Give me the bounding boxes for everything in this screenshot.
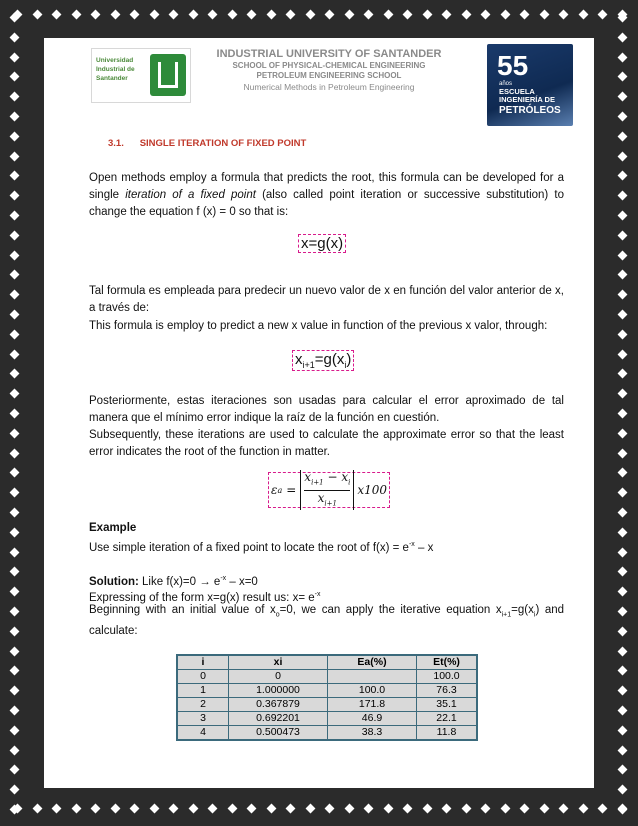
border-diamond-icon — [10, 587, 20, 597]
beginning-line — [89, 602, 564, 640]
border-diamond-icon — [403, 10, 413, 20]
border-diamond-icon — [578, 10, 588, 20]
begin-sub3: i — [533, 611, 536, 619]
border-diamond-icon — [10, 765, 20, 775]
table-cell: 100.0 — [328, 684, 417, 698]
intro-text-b: (also called point iteration or successive substitution) to change the equation f (x) = 0 so that is: — [89, 189, 564, 218]
border-diamond-icon — [52, 10, 62, 20]
uis-logo-line-1: Universidad — [96, 57, 134, 64]
border-diamond-icon — [618, 151, 628, 161]
border-diamond-icon — [169, 10, 179, 20]
table-header-cell: Et(%) — [417, 655, 478, 670]
eq3-equals: = — [286, 483, 297, 497]
border-diamond-icon — [10, 488, 20, 498]
border-diamond-icon — [10, 131, 20, 141]
border-diamond-icon — [71, 804, 81, 814]
border-diamond-icon — [618, 329, 628, 339]
border-diamond-icon — [618, 706, 628, 716]
table-row — [177, 712, 477, 726]
border-diamond-icon — [10, 32, 20, 42]
university-name: INDUSTRIAL UNIVERSITY OF SANTANDER — [216, 48, 442, 60]
border-diamond-icon — [10, 171, 20, 181]
table-cell: 2 — [177, 698, 229, 712]
equation-iteration — [292, 350, 354, 371]
eq2-x: x — [295, 351, 303, 368]
spanish-paragraph-2: Posteriormente, estas iteraciones son usadas para calcular el error aproximado de tal manera que el mínimo error indique la raíz de la función en cuestión. — [89, 395, 564, 424]
table-cell: 76.3 — [417, 684, 478, 698]
border-diamond-icon — [208, 10, 218, 20]
border-diamond-icon — [91, 10, 101, 20]
border-diamond-icon — [10, 151, 20, 161]
border-diamond-icon — [618, 508, 628, 518]
table-cell: 35.1 — [417, 698, 478, 712]
border-diamond-icon — [618, 250, 628, 260]
begin-a: Beginning with an initial value of x — [89, 604, 276, 616]
border-diamond-icon — [10, 805, 20, 815]
equation-approx-error — [268, 472, 390, 508]
uis-logo-text — [96, 56, 135, 83]
solution-a: Like f(x)=0 → e — [138, 575, 221, 588]
begin-c: =g(x — [511, 604, 534, 616]
border-diamond-icon — [618, 290, 628, 300]
table-cell: 22.1 — [417, 712, 478, 726]
border-diamond-icon — [10, 725, 20, 735]
border-diamond-icon — [618, 72, 628, 82]
border-diamond-icon — [618, 211, 628, 221]
border-diamond-icon — [10, 72, 20, 82]
border-diamond-icon — [618, 785, 628, 795]
border-diamond-icon — [618, 112, 628, 122]
border-diamond-icon — [481, 804, 491, 814]
border-diamond-icon — [618, 349, 628, 359]
table-cell: 46.9 — [328, 712, 417, 726]
table-cell: 38.3 — [328, 726, 417, 741]
border-diamond-icon — [10, 92, 20, 102]
border-diamond-icon — [598, 804, 608, 814]
top-diamond-border — [0, 6, 638, 24]
anniv-petroleos: PETRÓLEOS — [499, 105, 561, 116]
border-diamond-icon — [10, 686, 20, 696]
begin-sub2: i+1 — [501, 611, 512, 619]
english-paragraph-1: This formula is employ to predict a new x value in function of the previous x valor, through: — [89, 320, 548, 332]
border-diamond-icon — [618, 587, 628, 597]
begin-b: =0, we can apply the iterative equation x — [279, 604, 502, 616]
border-diamond-icon — [10, 290, 20, 300]
eq2-sub: i+1 — [302, 360, 315, 370]
border-diamond-icon — [10, 52, 20, 62]
border-diamond-icon — [383, 804, 393, 814]
header-text — [199, 48, 459, 93]
eq3-denominator — [304, 491, 350, 510]
solution-sup: -x — [220, 575, 227, 582]
border-diamond-icon — [10, 646, 20, 656]
begin-sub: o — [275, 611, 280, 619]
border-diamond-icon — [32, 10, 42, 20]
table-cell: 171.8 — [328, 698, 417, 712]
anniversary-logo — [487, 44, 573, 126]
border-diamond-icon — [578, 804, 588, 814]
border-diamond-icon — [10, 626, 20, 636]
table-header-cell: xi — [229, 655, 328, 670]
table-cell: 3 — [177, 712, 229, 726]
example-statement-a: Use simple iteration of a fixed point to locate the root of f(x) = e — [89, 541, 409, 554]
border-diamond-icon — [10, 468, 20, 478]
uis-emblem-icon — [150, 54, 186, 96]
border-diamond-icon — [305, 10, 315, 20]
border-diamond-icon — [618, 32, 628, 42]
border-diamond-icon — [618, 547, 628, 557]
border-diamond-icon — [618, 428, 628, 438]
table-cell: 4 — [177, 726, 229, 741]
border-diamond-icon — [10, 211, 20, 221]
table-cell: 0 — [229, 670, 328, 684]
anniv-anos: años — [499, 81, 513, 87]
table-cell: 0 — [177, 670, 229, 684]
border-diamond-icon — [618, 646, 628, 656]
border-diamond-icon — [618, 52, 628, 62]
eq3-numerator — [304, 470, 350, 490]
table-header-cell: Ea(%) — [328, 655, 417, 670]
border-diamond-icon — [618, 567, 628, 577]
border-diamond-icon — [71, 10, 81, 20]
border-diamond-icon — [442, 10, 452, 20]
solution-b: – x=0 — [226, 575, 258, 588]
border-diamond-icon — [422, 804, 432, 814]
border-diamond-icon — [618, 488, 628, 498]
border-diamond-icon — [149, 10, 159, 20]
table-header-row — [177, 655, 477, 670]
right-diamond-border — [614, 0, 632, 826]
border-diamond-icon — [188, 10, 198, 20]
eq2-sub2: i — [344, 360, 347, 370]
border-diamond-icon — [618, 409, 628, 419]
border-diamond-icon — [500, 10, 510, 20]
border-diamond-icon — [618, 230, 628, 240]
border-diamond-icon — [169, 804, 179, 814]
anniv-ingenieria-line: INGENIERÍA DE — [499, 95, 555, 104]
border-diamond-icon — [110, 804, 120, 814]
border-diamond-icon — [10, 448, 20, 458]
results-table — [176, 654, 478, 741]
solution-label: Solution: — [89, 575, 139, 588]
border-diamond-icon — [10, 250, 20, 260]
border-diamond-icon — [247, 804, 257, 814]
eq3-den-sub: i+1 — [324, 498, 337, 507]
border-diamond-icon — [618, 13, 628, 23]
border-diamond-icon — [130, 804, 140, 814]
table-header-cell: i — [177, 655, 229, 670]
table-row — [177, 726, 477, 741]
border-diamond-icon — [559, 10, 569, 20]
table-row — [177, 670, 477, 684]
uis-logo-line-2: Industrial de — [96, 66, 135, 73]
border-diamond-icon — [208, 804, 218, 814]
table-cell: 1 — [177, 684, 229, 698]
intro-text-a: Open methods employ a formula that predicts the root, this formula can be developed for a single — [89, 172, 564, 201]
eq3-den-x: x — [317, 490, 325, 505]
border-diamond-icon — [91, 804, 101, 814]
border-diamond-icon — [618, 270, 628, 280]
table-cell: 0.367879 — [229, 698, 328, 712]
left-diamond-border — [6, 0, 24, 826]
border-diamond-icon — [403, 804, 413, 814]
border-diamond-icon — [618, 369, 628, 379]
section-title-text: SINGLE ITERATION OF FIXED POINT — [139, 138, 307, 149]
table-row — [177, 684, 477, 698]
border-diamond-icon — [618, 745, 628, 755]
border-diamond-icon — [10, 547, 20, 557]
eq3-fraction — [300, 470, 354, 510]
section-title — [108, 138, 306, 149]
border-diamond-icon — [364, 804, 374, 814]
border-diamond-icon — [325, 10, 335, 20]
intro-italic: iteration of a fixed point — [125, 189, 256, 201]
border-diamond-icon — [618, 765, 628, 775]
border-diamond-icon — [10, 745, 20, 755]
border-diamond-icon — [130, 10, 140, 20]
border-diamond-icon — [110, 10, 120, 20]
border-diamond-icon — [461, 804, 471, 814]
border-diamond-icon — [227, 10, 237, 20]
eq3-num-sub2: i — [348, 478, 351, 487]
border-diamond-icon — [618, 448, 628, 458]
border-diamond-icon — [618, 607, 628, 617]
eq3-num-x: x — [304, 470, 312, 485]
eq3-epsilon: ε — [271, 483, 278, 497]
border-diamond-icon — [539, 10, 549, 20]
border-diamond-icon — [383, 10, 393, 20]
school-line-1: SCHOOL OF PHYSICAL-CHEMICAL ENGINEERING — [232, 61, 426, 70]
border-diamond-icon — [325, 804, 335, 814]
border-diamond-icon — [10, 706, 20, 716]
eq3-num-sub1: i+1 — [311, 478, 324, 487]
eq3-tail: x100 — [357, 483, 388, 497]
border-diamond-icon — [10, 666, 20, 676]
form-a: Expressing of the form x=g(x) result us: x= e — [89, 591, 315, 604]
border-diamond-icon — [520, 10, 530, 20]
border-diamond-icon — [618, 310, 628, 320]
border-diamond-icon — [286, 10, 296, 20]
border-diamond-icon — [266, 804, 276, 814]
border-diamond-icon — [10, 428, 20, 438]
border-diamond-icon — [618, 92, 628, 102]
border-diamond-icon — [10, 230, 20, 240]
table-cell: 100.0 — [417, 670, 478, 684]
border-diamond-icon — [10, 389, 20, 399]
border-diamond-icon — [10, 508, 20, 518]
border-diamond-icon — [618, 686, 628, 696]
table-cell — [328, 670, 417, 684]
border-diamond-icon — [10, 369, 20, 379]
border-diamond-icon — [344, 804, 354, 814]
border-diamond-icon — [461, 10, 471, 20]
border-diamond-icon — [247, 10, 257, 20]
border-diamond-icon — [227, 804, 237, 814]
begin-d: ) and calculate: — [89, 604, 565, 638]
border-diamond-icon — [559, 804, 569, 814]
border-diamond-icon — [10, 13, 20, 23]
anniv-escuela — [499, 88, 555, 104]
example-title: Example — [89, 522, 137, 534]
bottom-diamond-border — [0, 800, 638, 818]
table-row — [177, 698, 477, 712]
anniv-number: 55 — [497, 50, 529, 81]
border-diamond-icon — [266, 10, 276, 20]
border-diamond-icon — [188, 804, 198, 814]
border-diamond-icon — [10, 409, 20, 419]
border-diamond-icon — [618, 131, 628, 141]
border-diamond-icon — [520, 804, 530, 814]
table-cell: 11.8 — [417, 726, 478, 741]
example-statement — [89, 536, 564, 557]
eq2-rest: =g(x — [314, 351, 345, 368]
border-diamond-icon — [618, 527, 628, 537]
border-diamond-icon — [618, 171, 628, 181]
table-cell: 0.692201 — [229, 712, 328, 726]
border-diamond-icon — [618, 468, 628, 478]
anniv-escuela-line: ESCUELA — [499, 87, 535, 96]
border-diamond-icon — [10, 567, 20, 577]
border-diamond-icon — [10, 270, 20, 280]
border-diamond-icon — [286, 804, 296, 814]
border-diamond-icon — [344, 10, 354, 20]
border-diamond-icon — [598, 10, 608, 20]
eq2-close: ) — [346, 351, 352, 368]
example-statement-b: – x — [414, 541, 434, 554]
border-diamond-icon — [364, 10, 374, 20]
border-diamond-icon — [10, 607, 20, 617]
border-diamond-icon — [10, 329, 20, 339]
border-diamond-icon — [10, 310, 20, 320]
border-diamond-icon — [618, 191, 628, 201]
border-diamond-icon — [500, 804, 510, 814]
school-line-2: PETROLEUM ENGINEERING SCHOOL — [256, 71, 402, 80]
border-diamond-icon — [10, 527, 20, 537]
border-diamond-icon — [481, 10, 491, 20]
example-statement-sup: -x — [408, 541, 415, 548]
border-diamond-icon — [305, 804, 315, 814]
border-diamond-icon — [149, 804, 159, 814]
eq3-epsilon-sub: a — [277, 485, 283, 495]
course-name: Numerical Methods in Petroleum Engineering — [243, 82, 415, 92]
table-cell: 0.500473 — [229, 726, 328, 741]
border-diamond-icon — [10, 349, 20, 359]
border-diamond-icon — [52, 804, 62, 814]
eq3-minus: − x — [323, 470, 349, 485]
intro-paragraph — [89, 170, 564, 221]
table-cell: 1.000000 — [229, 684, 328, 698]
border-diamond-icon — [618, 725, 628, 735]
document-page — [44, 38, 594, 788]
uis-logo-line-3: Santander — [96, 75, 128, 82]
border-diamond-icon — [442, 804, 452, 814]
spanish-paragraph-1: Tal formula es empleada para predecir un nuevo valor de x en función del valor anterior de x, a través de: — [89, 285, 564, 314]
border-diamond-icon — [618, 666, 628, 676]
border-diamond-icon — [618, 805, 628, 815]
form-sup: -x — [314, 591, 321, 598]
border-diamond-icon — [32, 804, 42, 814]
border-diamond-icon — [422, 10, 432, 20]
border-diamond-icon — [10, 785, 20, 795]
border-diamond-icon — [618, 389, 628, 399]
border-diamond-icon — [10, 191, 20, 201]
border-diamond-icon — [10, 112, 20, 122]
equation-fixed-point: x=g(x) — [298, 234, 346, 253]
uis-logo — [91, 48, 191, 103]
border-diamond-icon — [618, 626, 628, 636]
border-diamond-icon — [539, 804, 549, 814]
english-paragraph-2: Subsequently, these iterations are used to calculate the approximate error so that the least error indicates the root of the function in matter. — [89, 429, 564, 458]
section-number: 3.1. — [108, 138, 124, 149]
